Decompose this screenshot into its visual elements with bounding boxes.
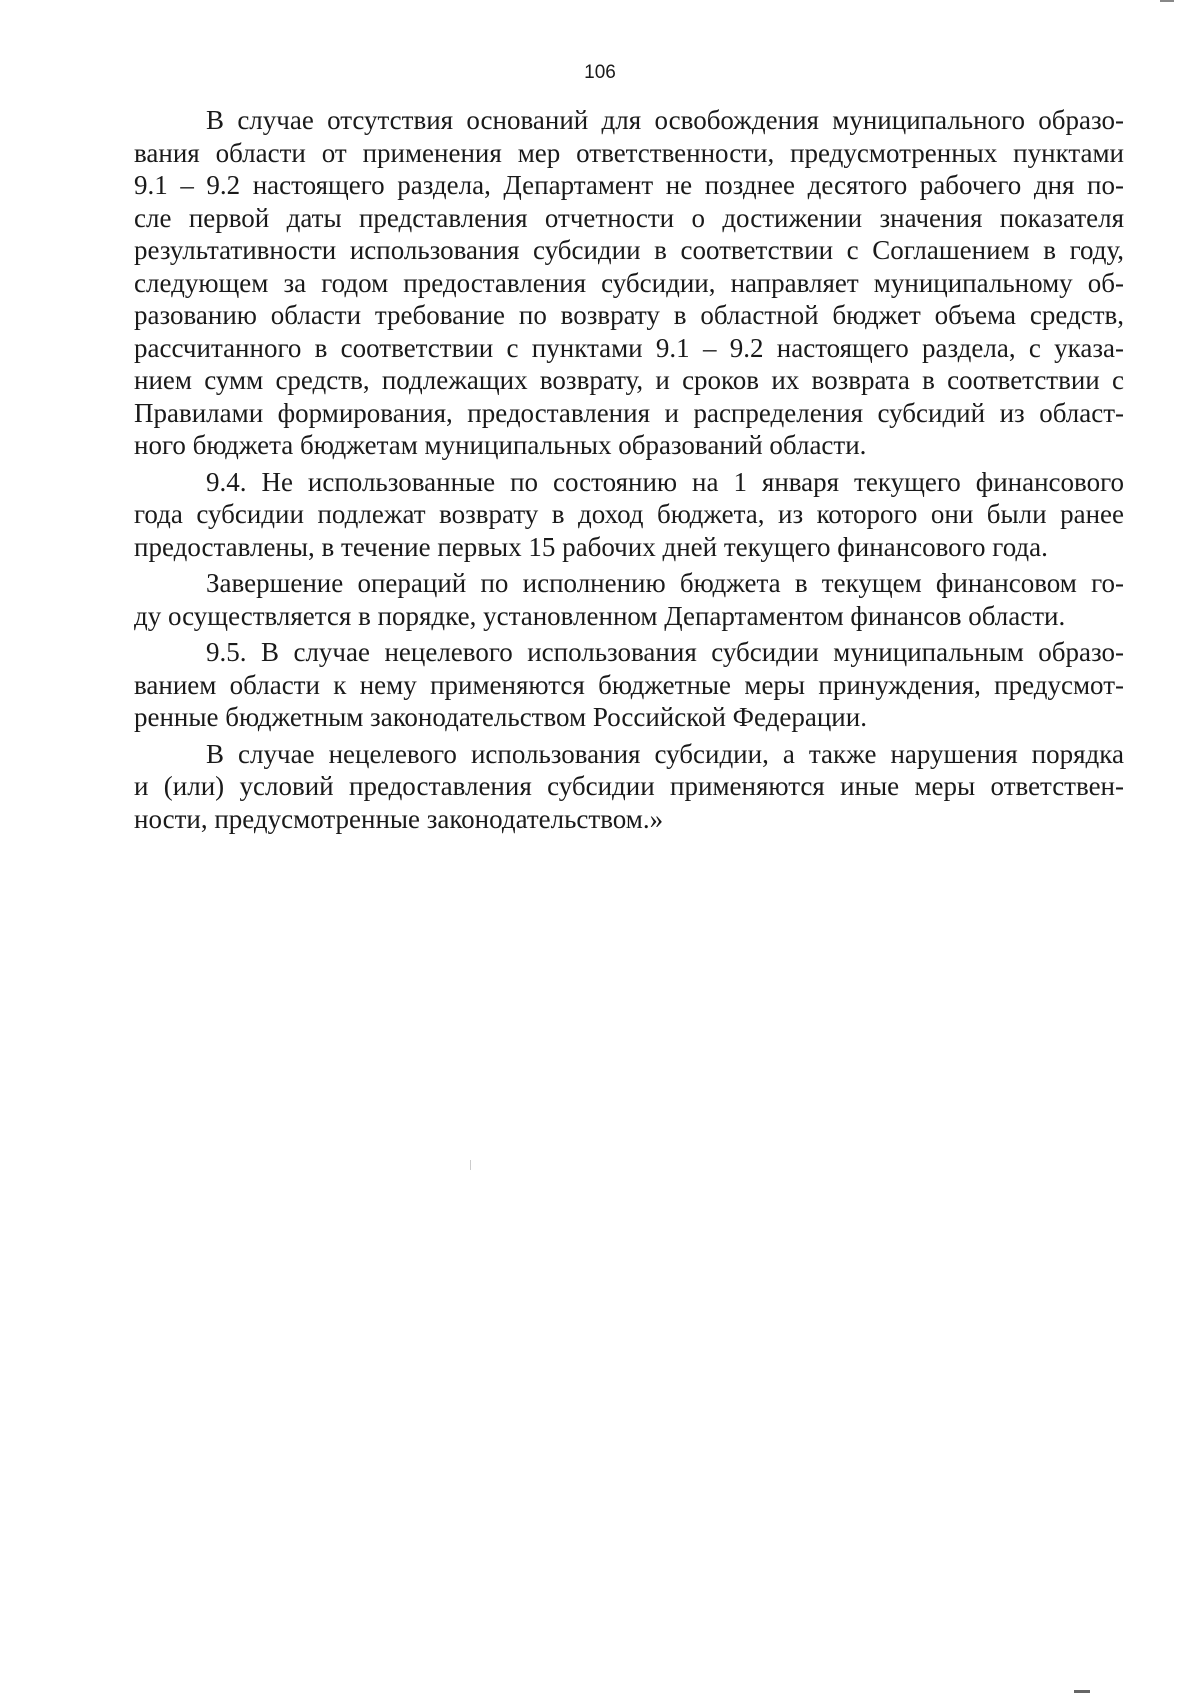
paragraph <box>134 104 1124 462</box>
text-line: ного бюджета бюджетам муниципальных образований области. <box>134 430 867 460</box>
text-line: Правилами формирования, предоставления и распределения субсидий из област- <box>134 397 1124 428</box>
text-line: сле первой даты представления отчетности о достижении значения показателя <box>134 202 1124 233</box>
text-line: следующем за годом предоставления субсидии, направляет муниципальному об- <box>134 267 1124 298</box>
page-number: 106 <box>584 62 616 83</box>
text-line: 9.5. В случае нецелевого использования субсидии муниципальным образо- <box>206 637 1124 667</box>
scan-artifact <box>1160 0 1174 2</box>
text-line: нием сумм средств, подлежащих возврату, и сроков их возврата в соответствии с <box>134 365 1124 395</box>
text-line: года субсидии подлежат возврату в доход бюджета, из которого они были ранее <box>134 499 1124 529</box>
text-line: предоставлены, в течение первых 15 рабочих дней текущего финансового года. <box>134 531 1048 562</box>
paragraph <box>134 567 1124 632</box>
text-line: ности, предусмотренные законодательством.» <box>134 803 664 834</box>
text-line: вания области от применения мер ответственности, предусмотренных пунктами <box>134 137 1124 168</box>
document-body <box>134 104 1124 835</box>
scan-artifact <box>1074 1690 1090 1693</box>
text-line: В случае отсутствия оснований для освобождения муниципального образо- <box>206 105 1124 135</box>
text-line: и (или) условий предоставления субсидии применяются иные меры ответствен- <box>134 771 1124 801</box>
text-line: рассчитанного в соответствии с пунктами 9.1 – 9.2 настоящего раздела, с указа- <box>134 332 1124 363</box>
text-line: ванием области к нему применяются бюджетные меры принуждения, предусмот- <box>134 669 1124 700</box>
text-line: ренные бюджетным законодательством Российской Федерации. <box>134 702 867 732</box>
text-line: ду осуществляется в порядке, установленном Департаментом финансов области. <box>134 600 1066 631</box>
paragraph <box>134 636 1124 734</box>
text-line: результативности использования субсидии в соответствии с Соглашением в году, <box>134 235 1124 265</box>
text-line: разованию области требование по возврату в областной бюджет объема средств, <box>134 300 1124 330</box>
text-line: 9.4. Не использованные по состоянию на 1 января текущего финансового <box>206 466 1124 497</box>
paragraph <box>134 466 1124 564</box>
paragraph <box>134 738 1124 836</box>
text-line: Завершение операций по исполнению бюджета в текущем финансовом го- <box>206 568 1124 598</box>
text-line: В случае нецелевого использования субсидии, а также нарушения порядка <box>206 738 1124 769</box>
text-line: 9.1 – 9.2 настоящего раздела, Департамент не позднее десятого рабочего дня по- <box>134 170 1124 200</box>
scan-artifact <box>470 1160 471 1170</box>
